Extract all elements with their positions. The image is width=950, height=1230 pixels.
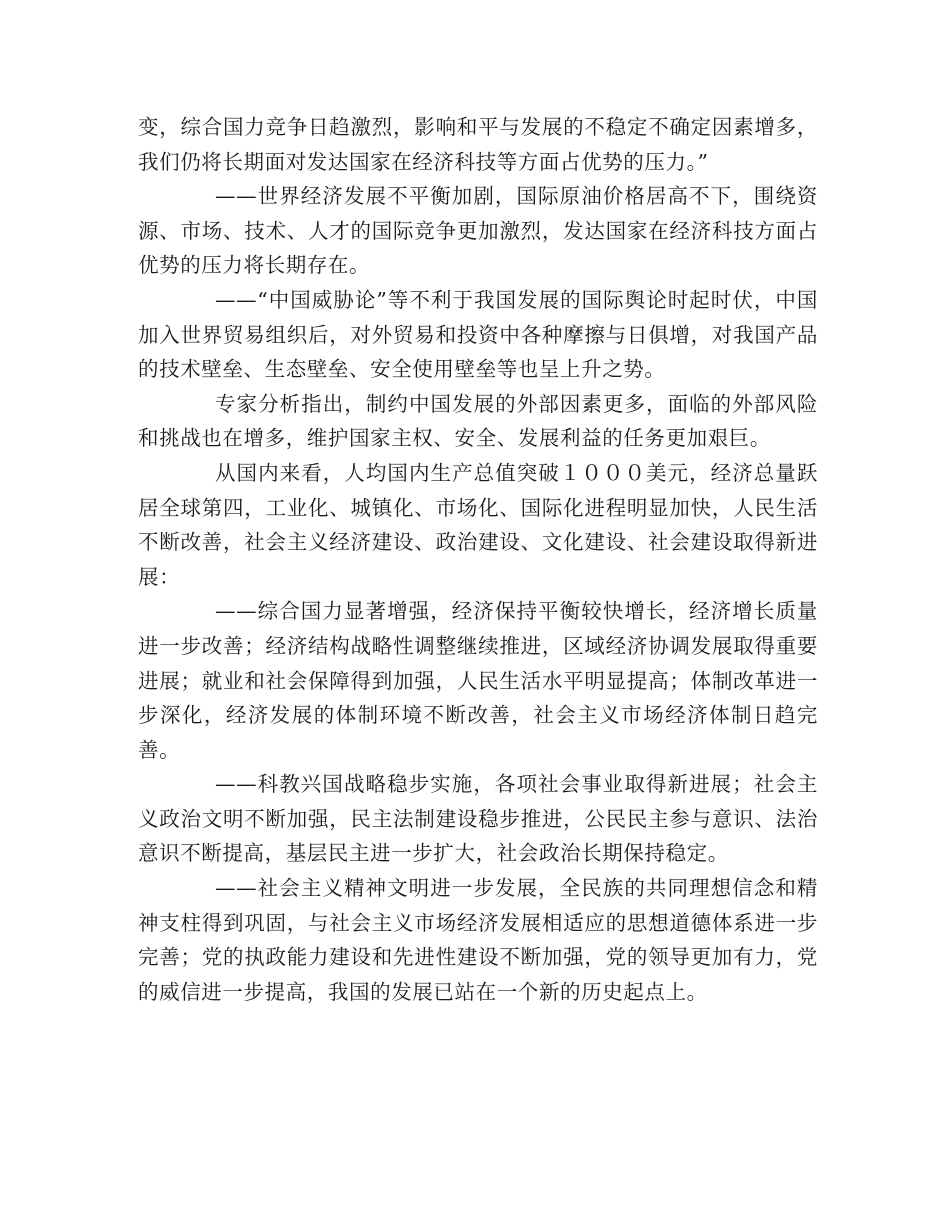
- paragraph-8: ——社会主义精神文明进一步发展，全民族的共同理想信念和精神支柱得到巩固，与社会主义市场经济发展相适应的思想道德体系进一步完善；党的执政能力建设和先进性建设不断加强，党的领导更加有力，党的威信进一步提高，我国的发展已站在一个新的历史起点上。: [138, 876, 818, 1004]
- paragraph-5: 从国内来看，人均国内生产总值突破１０００美元，经济总量跃居全球第四，工业化、城镇化、市场化、国际化进程明显加快，人民生活不断改善，社会主义经济建设、政治建设、文化建设、社会建设取得新进展：: [138, 460, 818, 589]
- paragraph-4: 专家分析指出，制约中国发展的外部因素更多，面临的外部风险和挑战也在增多，维护国家主权、安全、发展利益的任务更加艰巨。: [138, 391, 818, 451]
- paragraph-2: ——世界经济发展不平衡加剧，国际原油价格居高不下，围绕资源、市场、技术、人才的国际竞争更加激烈，发达国家在经济科技方面占优势的压力将长期存在。: [138, 184, 818, 278]
- paragraph-1: 变，综合国力竞争日趋激烈，影响和平与发展的不稳定不确定因素增多，我们仍将长期面对发达国家在经济科技等方面占优势的压力。”: [138, 115, 818, 174]
- paragraph-3: ——“中国威胁论”等不利于我国发展的国际舆论时起时伏，中国加入世界贸易组织后，对外贸易和投资中各种摩擦与日俱增，对我国产品的技术壁垒、生态壁垒、安全使用壁垒等也呈上升之势。: [138, 287, 818, 382]
- paragraph-7: ——科教兴国战略稳步实施，各项社会事业取得新进展；社会主义政治文明不断加强，民主法制建设稳步推进，公民民主参与意识、法治意识不断提高，基层民主进一步扩大，社会政治长期保持稳定。: [138, 772, 818, 866]
- paragraph-6: ——综合国力显著增强，经济保持平衡较快增长，经济增长质量进一步改善；经济结构战略性调整继续推进，区域经济协调发展取得重要进展；就业和社会保障得到加强，人民生活水平明显提高；体制改革进一步深化，经济发展的体制环境不断改善，社会主义市场经济体制日趋完善。: [138, 599, 818, 762]
- body-text: [138, 110, 818, 1009]
